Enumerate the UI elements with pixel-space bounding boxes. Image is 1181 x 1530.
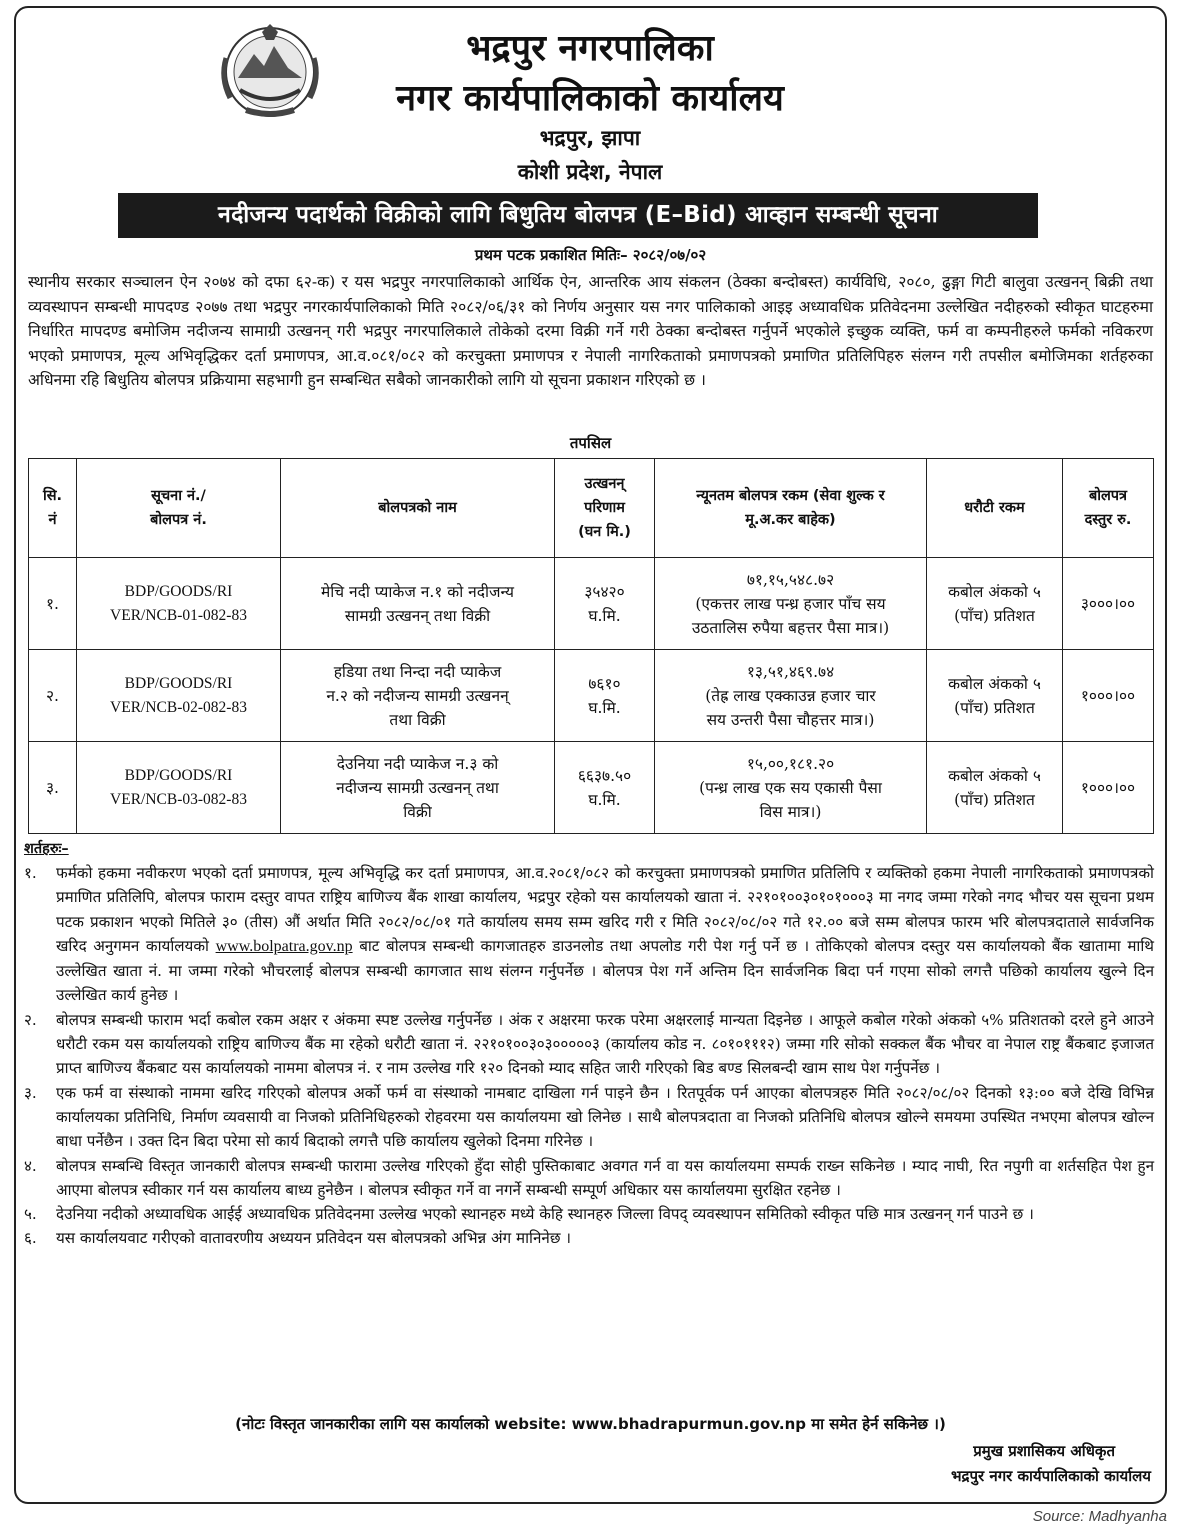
cell-bid-name: देउनिया नदी प्याकेज न.३ को नदीजन्य सामग्री उत्खनन् तथा विक्री <box>281 742 555 834</box>
cell-sn: १. <box>29 558 77 650</box>
cell-sn: ३. <box>29 742 77 834</box>
bid-details-table <box>28 458 1154 834</box>
cell-deposit: कबोल अंकको ५ (पाँच) प्रतिशत <box>927 742 1063 834</box>
intro-paragraph: स्थानीय सरकार सञ्चालन ऐन २०७४ को दफा ६२-क) र यस भद्रपुर नगरपालिकाको आर्थिक ऐन, आन्तरिक आय संकलन (ठेक्का बन्दोबस्त) कार्यविधि, २०८०, ढुङ्गा गिटी बालुवा उत्खनन् बिक्री तथा व्यवस्थापन सम्बन्धी मापदण्ड २०७७ तथा भद्रपुर नगरकार्यपालिकाको मिति २०८२/०६/३१ को निर्णय अनुसार यस नगर पालिकाको आइइ अध्यावधिक प्रतिवेदनमा उल्लेखित नदीहरुको स्वीकृत घाटहरुमा निर्धारित मापदण्ड बमोजिम नदीजन्य सामाग्री उत्खनन् गरी भद्रपुर नगरपालिकाले तोकेको दरमा विक्री गर्ने गरी ठेक्का बन्दोबस्त गर्नुपर्ने भएकोले इच्छुक व्यक्ति, फर्म वा कम्पनीहरुले फर्मको नविकरण भएको प्रमाणपत्र, मूल्य अभिवृद्धिकर दर्ता प्रमाणपत्र, आ.व.०८१/०८२ को करचुक्ता प्रमाणपत्र र नेपाली नागरिकताको प्रमाणपत्रको प्रमाणित प्रतिलिपिहरु संलग्न गरी तपसील बमोजिमका शर्तहरुका अधिनमा रहि बिधुतिय बोलपत्र प्रक्रियामा सहभागी हुन सम्बन्धित सबैको जानकारीको लागि यो सूचना प्रकाशन गरिएको छ । <box>28 273 1153 390</box>
condition-item: ५. देउनिया नदीको अध्यावधिक आईई अध्यावधिक प्रतिवेदनमा उल्लेख भएको स्थानहरु मध्ये केहि स्थानहरु जिल्ला विपद् व्यवस्थापन समितिको स्वीकृत पछि मात्र उत्खनन् गर्न पाउने छ । <box>24 1202 1154 1226</box>
source-credit: Source: Madhyanha <box>1032 1508 1167 1525</box>
condition-number: १. <box>24 864 37 882</box>
table-header-row <box>29 459 1154 558</box>
cell-deposit: कबोल अंकको ५ (पाँच) प्रतिशत <box>927 650 1063 742</box>
header-deposit: धरौटी रकम <box>927 459 1063 558</box>
cell-sn: २. <box>29 650 77 742</box>
publish-date: प्रथम पटक प्रकाशित मितिः– २०८२/०७/०२ <box>474 246 707 264</box>
header-bid-name: बोलपत्रको नाम <box>281 459 555 558</box>
office-address: भद्रपुर, झापा <box>539 126 641 150</box>
condition-item: १. फर्मको हकमा नवीकरण भएको दर्ता प्रमाणपत्र, मूल्य अभिवृद्धि कर दर्ता प्रमाणपत्र, आ.व.२०८१/०८२ को करचुक्ता प्रमाणपत्रको प्रमाणित प्रतिलिपि र व्यक्तिको हकमा नेपाली नागरिकताको प्रमाणपत्रको प्रमाणित प्रतिलिपि, बोलपत्र फाराम दस्तुर वापत राष्ट्रिय बाणिज्य बैंक शाखा कार्यालय, भद्रपुर रहेको यस कार्यालयको खाता नं. २२१०१००३०१०१०००३ मा नगद जम्मा गरेको नगद भौचर यस सूचना प्रथम पटक प्रकाशन भएको मितिले ३० (तीस) औं अर्थात मिति २०८२/०८/०१ गते कार्यालय समय सम्म खरिद गरी र मिति २०८२/०८/०२ गते १२.०० बजे सम्म बोलपत्र फारम भरि बोलपत्रदाताले सार्वजनिक खरिद अनुगमन कार्यालयको www.bolpatra.gov.np बाट बोलपत्र सम्बन्धी कागजातहरु डाउनलोड तथा अपलोड गरी पेश गर्नु पर्ने छ । तोकिएको बोलपत्र दस्तुर यस कार्यालयको बैंक खातामा माथि उल्लेखित खाता नं. मा जम्मा गरेको भौचरलाई बोलपत्र सम्बन्धी कागजात साथ संलग्न गर्नुपर्नेछ । बोलपत्र पेश गर्ने अन्तिम दिन सार्वजनिक बिदा पर्न गएमा सोको लगत्तै पछिको कार्यालय खुल्ने दिन उल्लेखित कार्य हुनेछ । <box>24 861 1154 1008</box>
condition-item: ४. बोलपत्र सम्बन्धि विस्तृत जानकारी बोलपत्र सम्बन्धी फारामा उल्लेख गरिएको हुँदा सोही पुस्तिकाबाट अवगत गर्न वा यस कार्यालयमा सम्पर्क राख्न सकिनेछ । म्याद नाघी, रित नपुगी वा शर्तसहित पेश हुन आएमा बोलपत्र स्वीकार गर्न यस कार्यालय बाध्य हुनेछैन । बोलपत्र स्वीकृत गर्ने वा नगर्ने सम्बन्धी सम्पूर्ण अधिकार यस कार्यालयमा सुरक्षित रहनेछ । <box>24 1154 1154 1203</box>
government-emblem-icon <box>216 18 324 122</box>
cell-amount: ७१,१५,५४८.७२ (एकत्तर लाख पन्ध्र हजार पाँच सय उठतालिस रुपैया बहत्तर पैसा मात्र।) <box>655 558 927 650</box>
header-quantity: उत्खनन् परिणाम (घन मि.) <box>555 459 655 558</box>
cell-deposit: कबोल अंकको ५ (पाँच) प्रतिशत <box>927 558 1063 650</box>
notice-title: नदीजन्य पदार्थको विक्रीको लागि बिधुतिय बोलपत्र (E–Bid) आव्हान सम्बन्धी सूचना <box>118 193 1038 238</box>
header-fee: बोलपत्र दस्तुर रु. <box>1063 459 1154 558</box>
website-note: (नोटः विस्तृत जानकारीका लागि यस कार्यालको website: www.bhadrapurmun.gov.np मा समेत हेर्न सकिनेछ ।) <box>235 1415 946 1433</box>
province: कोशी प्रदेश, नेपाल <box>517 160 663 184</box>
cell-fee: १०००।०० <box>1063 742 1154 834</box>
cell-fee: ३०००।०० <box>1063 558 1154 650</box>
cell-notice-no: BDP/GOODS/RI VER/NCB-03-082-83 <box>77 742 281 834</box>
header-min-amount: न्यूनतम बोलपत्र रकम (सेवा शुल्क र मू.अ.कर बाहेक) <box>655 459 927 558</box>
table-row <box>29 558 1154 650</box>
cell-quantity: ७६१० घ.मि. <box>555 650 655 742</box>
condition-number: ६. <box>24 1229 37 1248</box>
cell-amount: १५,००,१८१.२० (पन्ध्र लाख एक सय एकासी पैसा विस मात्र।) <box>655 742 927 834</box>
office-name: नगर कार्यपालिकाको कार्यालय <box>396 78 784 119</box>
cell-bid-name: हडिया तथा निन्दा नदी प्याकेज न.२ को नदीजन्य सामग्री उत्खनन् तथा विक्री <box>281 650 555 742</box>
conditions-list <box>24 861 1154 1251</box>
header-sn: सि. नं <box>29 459 77 558</box>
table-caption: तपसिल <box>569 434 612 452</box>
condition-number: ५. <box>24 1205 37 1224</box>
condition-number: २. <box>24 1010 37 1029</box>
signatory-title: प्रमुख प्रशासिकय अधिकृत <box>973 1442 1115 1460</box>
bolpatra-link[interactable]: www.bolpatra.gov.np <box>215 937 353 955</box>
condition-item: २. बोलपत्र सम्बन्धी फाराम भर्दा कबोल रकम अक्षर र अंकमा स्पष्ट उल्लेख गर्नुपर्नेछ । अंक र अक्षरमा फरक परेमा अक्षरलाई मान्यता दिइनेछ । आफूले कबोल गरेको अंकको ५% प्रतिशतको दरले हुने आउने धरौटी रकम यस कार्यालयको राष्ट्रिय बाणिज्य बैंक मा रहेको धरौटी खाता नं. २२१०१००३०३०००००३ (कार्यालय कोड न. ८०१०१११२) जम्मा गरि सोको सक्कल बैंक भौचर वा नेपाल राष्ट्र बैंकबाट इजाजत प्राप्त बाणिज्य बैंकबाट यस कार्यालयको नाममा बोलपत्र नं. र नाम उल्लेख गरि १२० दिनको म्याद सहित जारी गरिएको बिड बण्ड सिलबन्दी खाम साथ पेश गर्नुपर्नेछ । <box>24 1008 1154 1081</box>
table-row <box>29 742 1154 834</box>
cell-quantity: ६६३७.५० घ.मि. <box>555 742 655 834</box>
conditions-heading: शर्तहरुः– <box>24 841 69 857</box>
cell-bid-name: मेचि नदी प्याकेज न.१ को नदीजन्य सामग्री उत्खनन् तथा विक्री <box>281 558 555 650</box>
cell-notice-no: BDP/GOODS/RI VER/NCB-01-082-83 <box>77 558 281 650</box>
header-notice-no: सूचना नं./ बोलपत्र नं. <box>77 459 281 558</box>
cell-fee: १०००।०० <box>1063 650 1154 742</box>
condition-number: ४. <box>24 1156 37 1175</box>
table-row <box>29 650 1154 742</box>
condition-item: ३. एक फर्म वा संस्थाको नाममा खरिद गरिएको बोलपत्र अर्को फर्म वा संस्थाको नामबाट दाखिला गर्न पाइने छैन । रितपूर्वक पर्न आएका बोलपत्रहरु मिति २०८२/०८/०२ दिनको १३:०० बजे देखि विभिन्न कार्यालयका प्रतिनिधि, निर्माण व्यवसायी वा निजको प्रतिनिधिहरुको रोहवरमा यस कार्यालयमा खो लिनेछ । साथै बोलपत्रदाता वा निजको प्रतिनिधि बोलपत्र खोल्ने समयमा उपस्थित नभएमा बोलपत्र खोल्न बाधा पर्नेछैन । उक्त दिन बिदा परेमा सो कार्य बिदाको लगत्तै पछि कार्यालय खुलेको दिनमा गरिनेछ । <box>24 1081 1154 1154</box>
condition-item: ६. यस कार्यालयवाट गरीएको वातावरणीय अध्ययन प्रतिवेदन यस बोलपत्रको अभिन्न अंग मानिनेछ । <box>24 1226 1154 1250</box>
condition-number: ३. <box>24 1083 37 1102</box>
cell-amount: १३,५१,४६९.७४ (तेह्र लाख एक्काउन्न हजार चार सय उन्तरी पैसा चौहत्तर मात्र।) <box>655 650 927 742</box>
municipality-name: भद्रपुर नगरपालिका <box>466 28 714 69</box>
signatory-office: भद्रपुर नगर कार्यपालिकाको कार्यालय <box>951 1467 1151 1485</box>
cell-quantity: ३५४२० घ.मि. <box>555 558 655 650</box>
cell-notice-no: BDP/GOODS/RI VER/NCB-02-082-83 <box>77 650 281 742</box>
